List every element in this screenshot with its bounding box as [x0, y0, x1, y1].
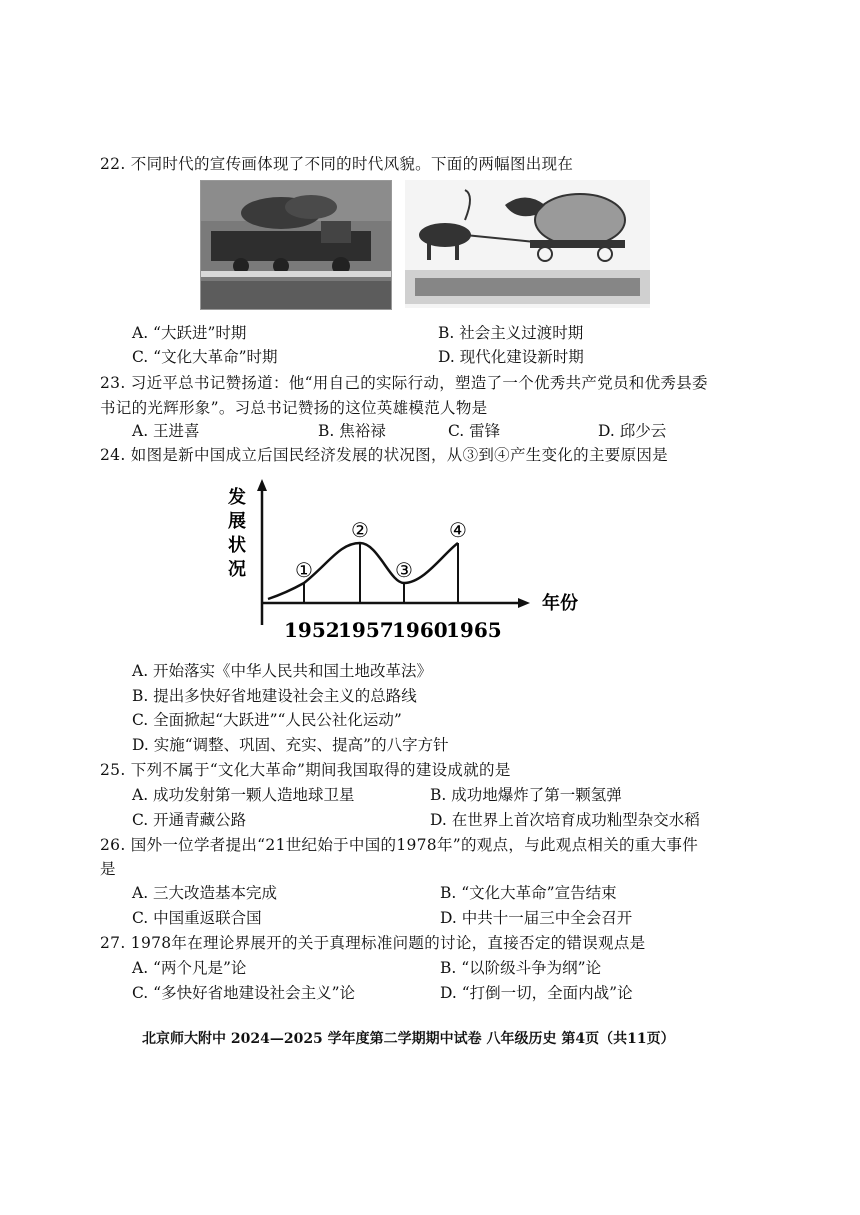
y-axis-label-char: 况	[228, 559, 246, 580]
q23-stem-line1: 23. 习近平总书记赞扬道：他“用自己的实际行动，塑造了一个优秀共产党员和优秀县委	[100, 374, 708, 392]
x-axis-arrow-icon	[518, 598, 530, 608]
q26-option-b[interactable]: B. “文化大革命”宣告结束	[440, 884, 617, 902]
q26-stem-line2: 是	[100, 860, 116, 878]
poster-ox-cart-image	[405, 180, 650, 308]
q22-option-b[interactable]: B. 社会主义过渡时期	[438, 324, 584, 342]
q27-option-d[interactable]: D. “打倒一切，全面内战”论	[440, 984, 633, 1002]
q24-option-c[interactable]: C. 全面掀起“大跃进”“人民公社化运动”	[132, 711, 402, 729]
y-axis-label-char: 发	[228, 487, 246, 508]
q27-option-c[interactable]: C. “多快好省地建设社会主义”论	[132, 984, 356, 1002]
q23-stem-line2: 书记的光辉形象”。习总书记赞扬的这位英雄模范人物是	[100, 399, 488, 417]
q25-option-c[interactable]: C. 开通青藏公路	[132, 811, 247, 829]
x-tick-label: 1952	[284, 618, 340, 642]
q22-option-d[interactable]: D. 现代化建设新时期	[438, 348, 584, 366]
q22-stem: 22. 不同时代的宣传画体现了不同的时代风貌。下面的两幅图出现在	[100, 155, 574, 173]
page-footer: 北京师大附中 2024—2025 学年度第二学期期中试卷 八年级历史 第4页（共11页）	[142, 1031, 675, 1047]
point-label: ③	[395, 558, 413, 582]
q24-option-a[interactable]: A. 开始落实《中华人民共和国土地改革法》	[132, 662, 433, 680]
q27-stem: 27. 1978年在理论界展开的关于真理标准问题的讨论，直接否定的错误观点是	[100, 934, 646, 952]
q26-stem-line1: 26. 国外一位学者提出“21世纪始于中国的1978年”的观点，与此观点相关的重大事件	[100, 836, 698, 854]
q25-option-b[interactable]: B. 成功地爆炸了第一颗氢弹	[430, 786, 622, 804]
x-tick-label: 1957	[338, 618, 394, 642]
q22-option-a[interactable]: A. “大跃进”时期	[132, 324, 247, 342]
q27-option-a[interactable]: A. “两个凡是”论	[132, 959, 247, 977]
economy-development-chart	[220, 475, 600, 645]
q26-option-c[interactable]: C. 中国重返联合国	[132, 909, 262, 927]
point-label: ②	[351, 518, 369, 542]
ox-cart-illustration-icon	[405, 180, 650, 308]
q23-option-b[interactable]: B. 焦裕禄	[318, 422, 386, 440]
q27-option-b[interactable]: B. “以阶级斗争为纲”论	[440, 959, 602, 977]
y-axis-label	[227, 486, 246, 580]
q25-option-a[interactable]: A. 成功发射第一颗人造地球卫星	[132, 786, 355, 804]
x-axis-label: 年份	[542, 593, 578, 614]
y-axis-arrow-icon	[257, 479, 267, 491]
x-tick-label: 1960	[392, 618, 448, 642]
q23-option-d[interactable]: D. 邱少云	[598, 422, 667, 440]
q24-option-d[interactable]: D. 实施“调整、巩固、充实、提高”的八字方针	[132, 736, 449, 754]
q25-stem: 25. 下列不属于“文化大革命”期间我国取得的建设成就的是	[100, 761, 511, 779]
poster-train-image	[200, 180, 392, 310]
y-axis-label-char: 展	[228, 511, 246, 532]
q25-option-d[interactable]: D. 在世界上首次培育成功籼型杂交水稻	[430, 811, 700, 829]
q24-option-b[interactable]: B. 提出多快好省地建设社会主义的总路线	[132, 687, 417, 705]
point-label: ④	[449, 518, 467, 542]
point-label: ①	[295, 558, 313, 582]
q26-option-d[interactable]: D. 中共十一届三中全会召开	[440, 909, 633, 927]
y-axis-label-char: 状	[228, 535, 246, 556]
q23-option-a[interactable]: A. 王进喜	[132, 422, 200, 440]
q23-option-c[interactable]: C. 雷锋	[448, 422, 501, 440]
x-tick-label: 1965	[446, 618, 502, 642]
q26-option-a[interactable]: A. 三大改造基本完成	[132, 884, 278, 902]
train-illustration-icon	[201, 181, 391, 309]
q22-option-c[interactable]: C. “文化大革命”时期	[132, 348, 278, 366]
q24-stem: 24. 如图是新中国成立后国民经济发展的状况图，从③到④产生变化的主要原因是	[100, 446, 668, 464]
